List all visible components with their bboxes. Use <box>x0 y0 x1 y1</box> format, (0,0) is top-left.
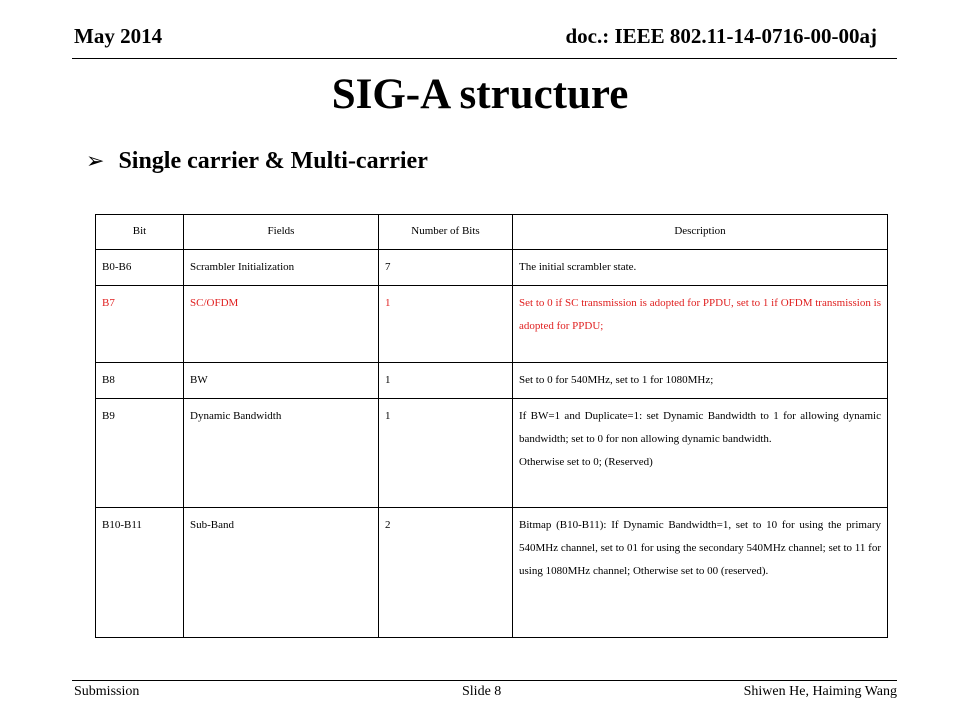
table-header-row <box>96 215 888 250</box>
cell-bit: B7 <box>96 286 184 363</box>
cell-field: Dynamic Bandwidth <box>184 399 379 508</box>
header-date: May 2014 <box>74 24 163 48</box>
cell-bits: 1 <box>379 286 513 363</box>
cell-bits: 2 <box>379 508 513 638</box>
cell-bit: B10-B11 <box>96 508 184 638</box>
footer-submission: Submission <box>74 684 140 699</box>
cell-bits: 1 <box>379 363 513 399</box>
cell-description: Bitmap (B10-B11): If Dynamic Bandwidth=1, set to 10 for using the primary 540MHz channel, set to 01 for using the secondary 540MHz channel; set to 11 for using 1080MHz channel; Otherwise set to 00 (reserved). <box>513 508 888 638</box>
cell-bits: 1 <box>379 399 513 508</box>
column-header-number-of-bits: Number of Bits <box>379 215 513 250</box>
header-divider <box>72 58 897 59</box>
column-header-description: Description <box>513 215 888 250</box>
cell-description: The initial scrambler state. <box>513 250 888 286</box>
cell-description: Set to 0 if SC transmission is adopted for PPDU, set to 1 if OFDM transmission is adopted for PPDU; <box>513 286 888 363</box>
footer-slide-number: Slide 8 <box>462 684 502 699</box>
arrow-bullet-icon: ➢ <box>86 149 105 174</box>
sig-a-table <box>95 214 888 638</box>
table-row-highlighted <box>96 286 888 363</box>
column-header-bit: Bit <box>96 215 184 250</box>
cell-description <box>513 399 888 508</box>
cell-field: SC/OFDM <box>184 286 379 363</box>
column-header-fields: Fields <box>184 215 379 250</box>
description-line: If BW=1 and Duplicate=1: set Dynamic Bandwidth to 1 for allowing dynamic bandwidth; set to 0 for non allowing dynamic bandwidth. <box>519 410 881 445</box>
table-row <box>96 508 888 638</box>
cell-bit: B8 <box>96 363 184 399</box>
description-line: Otherwise set to 0; (Reserved) <box>519 456 653 468</box>
cell-bit: B0-B6 <box>96 250 184 286</box>
cell-field: Sub-Band <box>184 508 379 638</box>
table-row <box>96 363 888 399</box>
table-row <box>96 250 888 286</box>
bullet-text: Single carrier & Multi-carrier <box>118 148 428 174</box>
table-row <box>96 399 888 508</box>
cell-bit: B9 <box>96 399 184 508</box>
bullet-point <box>86 148 428 175</box>
cell-description: Set to 0 for 540MHz, set to 1 for 1080MHz; <box>513 363 888 399</box>
header-doc-id: doc.: IEEE 802.11-14-0716-00-00aj <box>565 24 877 48</box>
cell-field: Scrambler Initialization <box>184 250 379 286</box>
footer-divider <box>72 680 897 681</box>
cell-bits: 7 <box>379 250 513 286</box>
slide-title: SIG-A structure <box>331 71 629 118</box>
cell-field: BW <box>184 363 379 399</box>
footer-authors: Shiwen He, Haiming Wang <box>743 684 897 699</box>
